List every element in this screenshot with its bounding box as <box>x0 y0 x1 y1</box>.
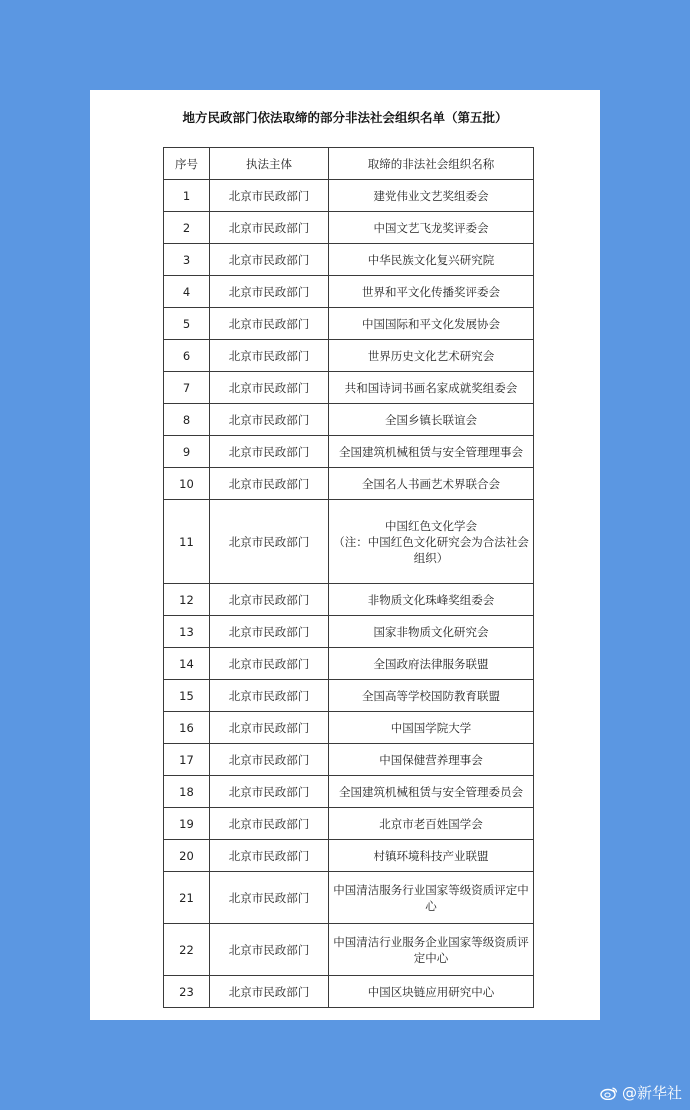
table-row <box>164 872 534 924</box>
cell-agency: 北京市民政部门 <box>210 308 329 340</box>
cell-agency: 北京市民政部门 <box>210 648 329 680</box>
table-row <box>164 924 534 976</box>
cell-seq: 22 <box>164 924 210 976</box>
org-name-text: 中国文艺飞龙奖评委会 <box>373 220 489 235</box>
cell-agency: 北京市民政部门 <box>210 436 329 468</box>
cell-org-name <box>329 308 534 340</box>
cell-agency: 北京市民政部门 <box>210 500 329 584</box>
table-row <box>164 808 534 840</box>
cell-seq: 10 <box>164 468 210 500</box>
watermark-text: @新华社 <box>621 1084 682 1102</box>
cell-agency: 北京市民政部门 <box>210 244 329 276</box>
cell-agency: 北京市民政部门 <box>210 468 329 500</box>
document-page <box>90 90 600 1020</box>
cell-org-name <box>329 924 534 976</box>
table-header-row <box>164 148 534 180</box>
cell-seq: 17 <box>164 744 210 776</box>
table-row <box>164 976 534 1008</box>
cell-seq: 4 <box>164 276 210 308</box>
cell-agency: 北京市民政部门 <box>210 976 329 1008</box>
table-row <box>164 744 534 776</box>
table-row <box>164 436 534 468</box>
cell-seq: 18 <box>164 776 210 808</box>
cell-agency: 北京市民政部门 <box>210 808 329 840</box>
table-row <box>164 840 534 872</box>
table-row <box>164 340 534 372</box>
cell-org-name <box>329 500 534 584</box>
org-name-text: 中国清洁服务行业国家等级资质评定中心 <box>333 882 529 913</box>
cell-seq: 5 <box>164 308 210 340</box>
cell-agency: 北京市民政部门 <box>210 744 329 776</box>
org-name-text: 中国保健营养理事会 <box>379 752 483 767</box>
cell-org-name <box>329 372 534 404</box>
cell-seq: 19 <box>164 808 210 840</box>
org-name-text: 全国政府法律服务联盟 <box>373 656 489 671</box>
org-name-text: 村镇环境科技产业联盟 <box>373 848 489 863</box>
table-row <box>164 648 534 680</box>
cell-org-name <box>329 180 534 212</box>
cell-seq: 8 <box>164 404 210 436</box>
cell-agency: 北京市民政部门 <box>210 616 329 648</box>
table-row <box>164 776 534 808</box>
cell-seq: 9 <box>164 436 210 468</box>
org-name-text: 世界和平文化传播奖评委会 <box>362 284 500 299</box>
cell-agency: 北京市民政部门 <box>210 404 329 436</box>
cell-org-name <box>329 436 534 468</box>
org-name-text: 非物质文化珠峰奖组委会 <box>367 592 495 607</box>
table-row <box>164 584 534 616</box>
table-row <box>164 680 534 712</box>
org-name-text: 全国建筑机械租赁与安全管理委员会 <box>339 784 523 799</box>
org-name-text: 中国红色文化学会 <box>385 518 477 533</box>
table-row <box>164 244 534 276</box>
column-header-seq: 序号 <box>164 148 210 180</box>
weibo-icon <box>600 1086 618 1100</box>
column-header-org: 取缔的非法社会组织名称 <box>329 148 534 180</box>
cell-org-name <box>329 776 534 808</box>
cell-agency: 北京市民政部门 <box>210 680 329 712</box>
cell-seq: 7 <box>164 372 210 404</box>
cell-seq: 20 <box>164 840 210 872</box>
org-name-text: 世界历史文化艺术研究会 <box>367 348 495 363</box>
cell-org-name <box>329 712 534 744</box>
org-name-text: 北京市老百姓国学会 <box>379 816 483 831</box>
org-name-text: 中国区块链应用研究中心 <box>367 984 495 999</box>
table-row <box>164 180 534 212</box>
org-name-text: 全国乡镇长联谊会 <box>385 412 477 427</box>
cell-agency: 北京市民政部门 <box>210 340 329 372</box>
cell-agency: 北京市民政部门 <box>210 840 329 872</box>
cell-seq: 14 <box>164 648 210 680</box>
cell-org-name <box>329 584 534 616</box>
cell-agency: 北京市民政部门 <box>210 712 329 744</box>
org-name-text: 全国高等学校国防教育联盟 <box>362 688 500 703</box>
column-header-agency: 执法主体 <box>210 148 329 180</box>
table-row <box>164 500 534 584</box>
org-name-text: 中国清洁行业服务企业国家等级资质评定中心 <box>333 934 529 965</box>
cell-agency: 北京市民政部门 <box>210 180 329 212</box>
table-row <box>164 616 534 648</box>
banned-organizations-table <box>163 147 534 1008</box>
cell-seq: 6 <box>164 340 210 372</box>
cell-seq: 1 <box>164 180 210 212</box>
xinhua-watermark <box>600 1082 682 1103</box>
cell-org-name <box>329 616 534 648</box>
table-row <box>164 276 534 308</box>
cell-org-name <box>329 840 534 872</box>
cell-seq: 23 <box>164 976 210 1008</box>
cell-seq: 3 <box>164 244 210 276</box>
cell-seq: 13 <box>164 616 210 648</box>
cell-seq: 21 <box>164 872 210 924</box>
cell-org-name <box>329 404 534 436</box>
org-name-text: 建党伟业文艺奖组委会 <box>373 188 489 203</box>
cell-agency: 北京市民政部门 <box>210 584 329 616</box>
cell-seq: 15 <box>164 680 210 712</box>
org-name-text: 中国国际和平文化发展协会 <box>362 316 500 331</box>
org-note-text: （注：中国红色文化研究会为合法社会组织） <box>333 534 529 565</box>
table-row <box>164 712 534 744</box>
cell-agency: 北京市民政部门 <box>210 776 329 808</box>
cell-org-name <box>329 276 534 308</box>
table-row <box>164 404 534 436</box>
org-name-text: 全国名人书画艺术界联合会 <box>362 476 500 491</box>
cell-org-name <box>329 212 534 244</box>
org-name-text: 中华民族文化复兴研究院 <box>367 252 495 267</box>
cell-agency: 北京市民政部门 <box>210 872 329 924</box>
cell-org-name <box>329 648 534 680</box>
cell-seq: 12 <box>164 584 210 616</box>
table-row <box>164 212 534 244</box>
org-name-text: 全国建筑机械租赁与安全管理理事会 <box>339 444 523 459</box>
cell-org-name <box>329 808 534 840</box>
document-title: 地方民政部门依法取缔的部分非法社会组织名单（第五批） <box>182 110 508 125</box>
cell-org-name <box>329 744 534 776</box>
cell-agency: 北京市民政部门 <box>210 372 329 404</box>
table-row <box>164 308 534 340</box>
cell-org-name <box>329 872 534 924</box>
cell-seq: 11 <box>164 500 210 584</box>
cell-seq: 16 <box>164 712 210 744</box>
cell-agency: 北京市民政部门 <box>210 924 329 976</box>
cell-agency: 北京市民政部门 <box>210 212 329 244</box>
table-row <box>164 372 534 404</box>
cell-agency: 北京市民政部门 <box>210 276 329 308</box>
cell-org-name <box>329 976 534 1008</box>
table-row <box>164 468 534 500</box>
cell-seq: 2 <box>164 212 210 244</box>
org-name-text: 共和国诗词书画名家成就奖组委会 <box>344 380 518 395</box>
org-name-text: 国家非物质文化研究会 <box>373 624 489 639</box>
cell-org-name <box>329 680 534 712</box>
cell-org-name <box>329 244 534 276</box>
cell-org-name <box>329 340 534 372</box>
org-name-text: 中国国学院大学 <box>390 720 472 735</box>
cell-org-name <box>329 468 534 500</box>
